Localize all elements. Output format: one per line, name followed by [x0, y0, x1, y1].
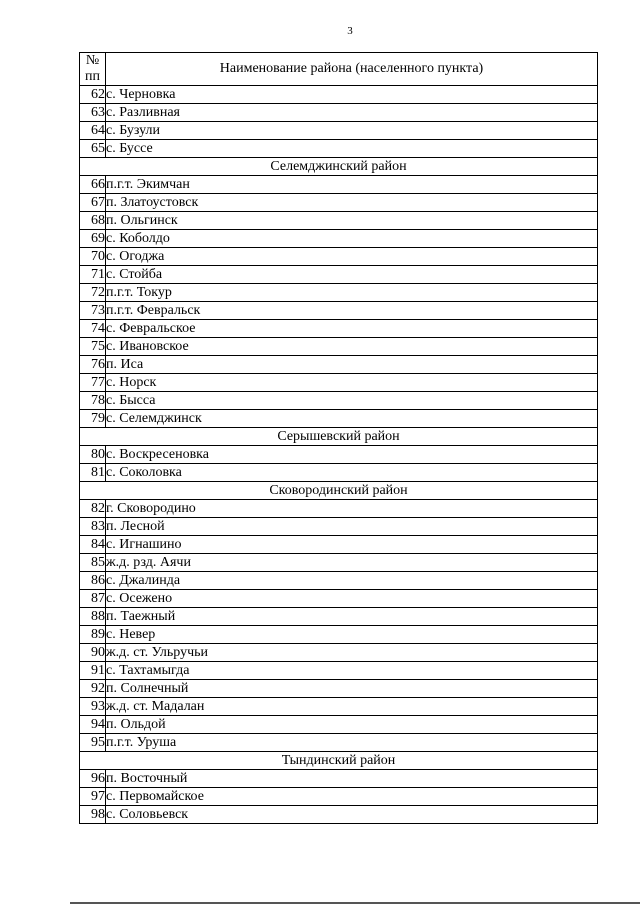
column-header-number [80, 53, 106, 86]
row-number: 97 [80, 788, 106, 806]
table-row [80, 698, 598, 716]
table-row [80, 662, 598, 680]
settlement-name: п. Таежный [106, 608, 598, 626]
row-number: 85 [80, 554, 106, 572]
table-row [80, 122, 598, 140]
settlement-name: ж.д. ст. Мадалан [106, 698, 598, 716]
row-number: 87 [80, 590, 106, 608]
row-number: 76 [80, 356, 106, 374]
table-row [80, 734, 598, 752]
table-row [80, 716, 598, 734]
row-number: 98 [80, 806, 106, 824]
table-row [80, 248, 598, 266]
row-number: 62 [80, 86, 106, 104]
row-number: 75 [80, 338, 106, 356]
table-row [80, 518, 598, 536]
row-number: 67 [80, 194, 106, 212]
district-row [80, 482, 598, 500]
table-row [80, 554, 598, 572]
settlement-name: с. Разливная [106, 104, 598, 122]
row-number: 73 [80, 302, 106, 320]
table-row [80, 464, 598, 482]
table-row [80, 230, 598, 248]
table-row [80, 302, 598, 320]
row-number: 74 [80, 320, 106, 338]
settlement-name: п. Восточный [106, 770, 598, 788]
table-row [80, 356, 598, 374]
row-number: 72 [80, 284, 106, 302]
table-row [80, 608, 598, 626]
row-number: 92 [80, 680, 106, 698]
row-number: 86 [80, 572, 106, 590]
row-number: 77 [80, 374, 106, 392]
district-row [80, 428, 598, 446]
table-row [80, 536, 598, 554]
table-row [80, 806, 598, 824]
row-number: 68 [80, 212, 106, 230]
settlement-name: с. Тахтамыгда [106, 662, 598, 680]
settlement-name: с. Осежено [106, 590, 598, 608]
table-row [80, 788, 598, 806]
row-number: 82 [80, 500, 106, 518]
settlement-name: с. Невер [106, 626, 598, 644]
table-row [80, 500, 598, 518]
settlement-name: ж.д. ст. Ульручьи [106, 644, 598, 662]
row-number: 71 [80, 266, 106, 284]
row-number: 66 [80, 176, 106, 194]
settlement-name: п.г.т. Февральск [106, 302, 598, 320]
table-header-row [80, 53, 598, 86]
row-number: 69 [80, 230, 106, 248]
settlement-name: п. Ольдой [106, 716, 598, 734]
settlement-name: с. Черновка [106, 86, 598, 104]
table-row [80, 392, 598, 410]
row-number: 84 [80, 536, 106, 554]
row-number: 83 [80, 518, 106, 536]
settlement-name: п. Иса [106, 356, 598, 374]
row-number: 79 [80, 410, 106, 428]
row-number: 94 [80, 716, 106, 734]
settlement-name: с. Стойба [106, 266, 598, 284]
settlement-name: с. Соловьевск [106, 806, 598, 824]
settlement-name: с. Джалинда [106, 572, 598, 590]
settlement-name: с. Бузули [106, 122, 598, 140]
table-row [80, 104, 598, 122]
table-row [80, 320, 598, 338]
district-name: Серышевский район [80, 428, 598, 446]
settlement-name: с. Коболдо [106, 230, 598, 248]
header-num-abbr: пп [85, 69, 100, 84]
settlement-name: п. Лесной [106, 518, 598, 536]
table-row [80, 590, 598, 608]
settlement-name: с. Первомайское [106, 788, 598, 806]
table-row [80, 446, 598, 464]
settlement-name: с. Огоджа [106, 248, 598, 266]
row-number: 65 [80, 140, 106, 158]
row-number: 91 [80, 662, 106, 680]
row-number: 70 [80, 248, 106, 266]
settlement-name: п.г.т. Экимчан [106, 176, 598, 194]
settlement-name: п.г.т. Токур [106, 284, 598, 302]
table-row [80, 194, 598, 212]
district-row [80, 752, 598, 770]
scan-edge-line [70, 902, 640, 904]
table-row [80, 338, 598, 356]
settlement-name: с. Норск [106, 374, 598, 392]
row-number: 88 [80, 608, 106, 626]
row-number: 64 [80, 122, 106, 140]
district-name: Тындинский район [80, 752, 598, 770]
settlement-name: п. Ольгинск [106, 212, 598, 230]
table-row [80, 410, 598, 428]
district-name: Селемджинский район [80, 158, 598, 176]
settlement-name: с. Соколовка [106, 464, 598, 482]
table-row [80, 374, 598, 392]
table-row [80, 140, 598, 158]
settlement-name: ж.д. рзд. Аячи [106, 554, 598, 572]
district-name: Сковородинский район [80, 482, 598, 500]
settlement-name: с. Буссе [106, 140, 598, 158]
settlement-name: с. Ивановское [106, 338, 598, 356]
table-row [80, 770, 598, 788]
table-row [80, 86, 598, 104]
table-row [80, 644, 598, 662]
table-row [80, 176, 598, 194]
settlements-table [79, 52, 598, 824]
header-num-symbol: № [85, 53, 100, 68]
settlement-name: п. Златоустовск [106, 194, 598, 212]
row-number: 90 [80, 644, 106, 662]
table-row [80, 266, 598, 284]
settlement-name: с. Февральское [106, 320, 598, 338]
table-row [80, 680, 598, 698]
row-number: 80 [80, 446, 106, 464]
table-row [80, 572, 598, 590]
row-number: 89 [80, 626, 106, 644]
district-row [80, 158, 598, 176]
page-number: 3 [347, 25, 353, 37]
row-number: 95 [80, 734, 106, 752]
table-row [80, 626, 598, 644]
settlement-name: с. Воскресеновка [106, 446, 598, 464]
settlement-name: г. Сковородино [106, 500, 598, 518]
row-number: 63 [80, 104, 106, 122]
row-number: 81 [80, 464, 106, 482]
row-number: 96 [80, 770, 106, 788]
settlement-name: с. Бысса [106, 392, 598, 410]
settlement-name: с. Селемджинск [106, 410, 598, 428]
table-row [80, 284, 598, 302]
row-number: 93 [80, 698, 106, 716]
table-row [80, 212, 598, 230]
settlement-name: п. Солнечный [106, 680, 598, 698]
row-number: 78 [80, 392, 106, 410]
settlement-name: с. Игнашино [106, 536, 598, 554]
column-header-name: Наименование района (населенного пункта) [106, 53, 598, 86]
settlement-name: п.г.т. Уруша [106, 734, 598, 752]
